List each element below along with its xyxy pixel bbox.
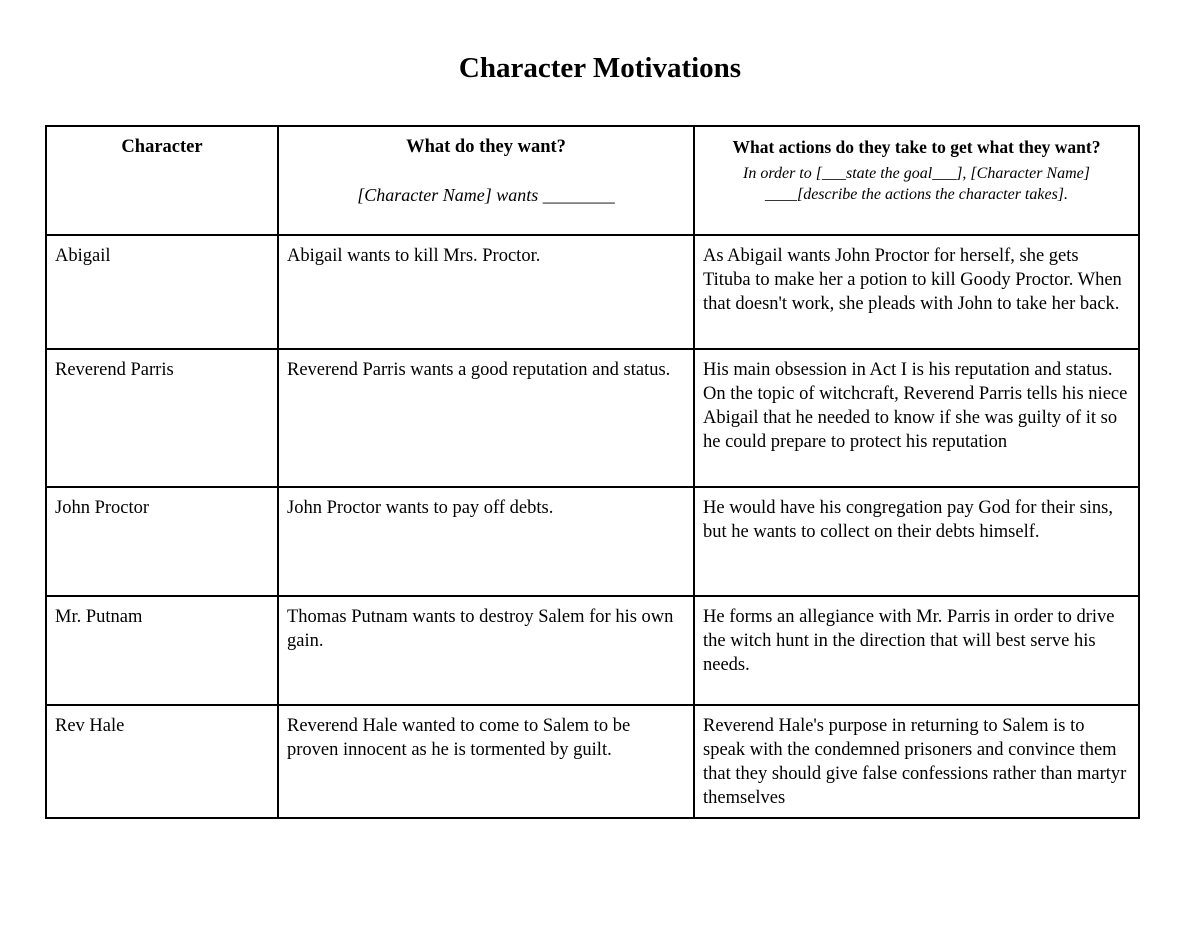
cell-actions: His main obsession in Act I is his reputation and status. On the topic of witchcraft, Reverend Parris tells his niece Abigail that he needed to know if she was guilty of it so he could prepare to protect his reputation bbox=[694, 349, 1139, 487]
cell-actions: He forms an allegiance with Mr. Parris in order to drive the witch hunt in the direction that will best serve his needs. bbox=[694, 596, 1139, 705]
cell-character: Reverend Parris bbox=[46, 349, 278, 487]
cell-character: John Proctor bbox=[46, 487, 278, 596]
cell-character: Rev Hale bbox=[46, 705, 278, 818]
cell-actions: He would have his congregation pay God for their sins, but he wants to collect on their debts himself. bbox=[694, 487, 1139, 596]
cell-want: Thomas Putnam wants to destroy Salem for his own gain. bbox=[278, 596, 694, 705]
header-want bbox=[278, 126, 694, 235]
character-motivations-table bbox=[45, 125, 1140, 819]
cell-character: Mr. Putnam bbox=[46, 596, 278, 705]
header-character bbox=[46, 126, 278, 235]
table-row bbox=[46, 487, 1139, 596]
cell-actions: As Abigail wants John Proctor for herself, she gets Tituba to make her a potion to kill Goody Proctor. When that doesn't work, she pleads with John to take her back. bbox=[694, 235, 1139, 349]
page-title: Character Motivations bbox=[458, 52, 742, 84]
cell-character: Abigail bbox=[46, 235, 278, 349]
table-row bbox=[46, 349, 1139, 487]
table-row bbox=[46, 235, 1139, 349]
header-want-label: What do they want? bbox=[406, 137, 566, 157]
table-row bbox=[46, 705, 1139, 818]
header-actions bbox=[694, 126, 1139, 235]
cell-want: Reverend Parris wants a good reputation and status. bbox=[278, 349, 694, 487]
table-header-row bbox=[46, 126, 1139, 235]
cell-want: Reverend Hale wanted to come to Salem to be proven innocent as he is tormented by guilt. bbox=[278, 705, 694, 818]
header-actions-label: What actions do they take to get what they want? bbox=[732, 137, 1101, 157]
table-row bbox=[46, 596, 1139, 705]
cell-actions: Reverend Hale's purpose in returning to Salem is to speak with the condemned prisoners and convince them that they should give false confessions rather than martyr themselves bbox=[694, 705, 1139, 818]
cell-want: Abigail wants to kill Mrs. Proctor. bbox=[278, 235, 694, 349]
header-character-label: Character bbox=[121, 137, 203, 157]
cell-want: John Proctor wants to pay off debts. bbox=[278, 487, 694, 596]
header-want-hint: [Character Name] wants ________ bbox=[357, 185, 615, 205]
header-actions-hint: In order to [___state the goal___], [Character Name] ____[describe the actions the character takes]. bbox=[743, 165, 1090, 203]
